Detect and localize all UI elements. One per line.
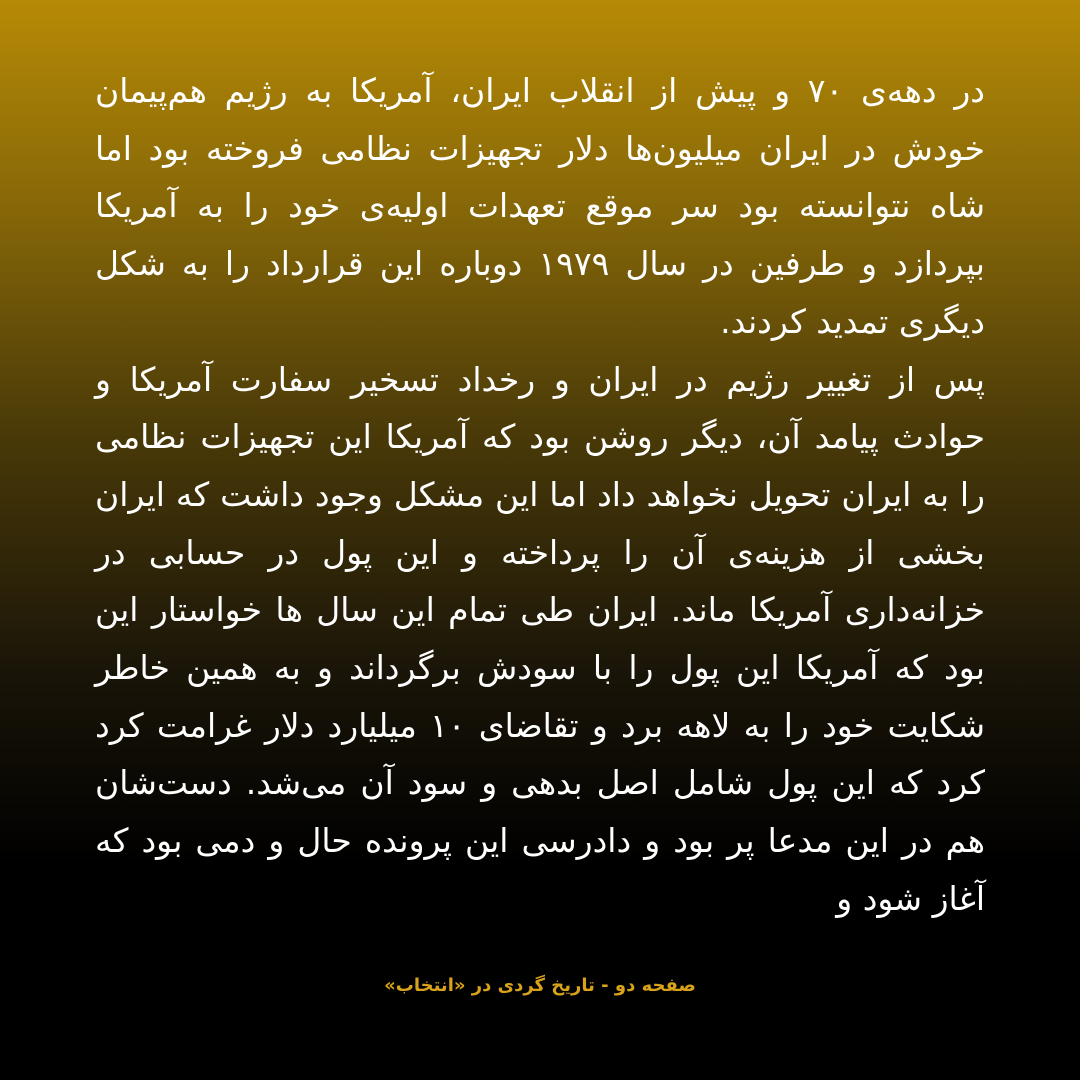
paragraph-1: در دهه‌ی ۷۰ و پیش از انقلاب ایران، آمریکا به رژیم هم‌پیمان خودش در ایران میلیون‌ها دلار تجهیزات نظامی فروخته بود اما شاه نتوانسته بود سر موقع تعهدات اولیه‌ی خود را به آمریکا بپردازد و طرفین در سال ۱۹۷۹ دوباره این قرارداد را به شکل دیگری تمدید کردند. xyxy=(95,71,985,341)
paragraph-2: پس از تغییر رژیم در ایران و رخداد تسخیر سفارت آمریکا و حوادث پیامد آن، دیگر روشن بود که آمریکا این تجهیزات نظامی را به ایران تحویل نخواهد داد اما این مشکل وجود داشت که ایران بخشی از هزینه‌ی آن را پرداخته و این پول در حسابی در خزانه‌داری آمریکا ماند. ایران طی تمام این سال ها خواستار این بود که آمریکا این پول را با سودش برگرداند و به همین خاطر شکایت خود را به لاهه برد و تقاضای ۱۰ میلیارد دلار غرامت کرد کرد که این پول شامل اصل بدهی و سود آن می‌شد. دست‌شان هم در این مدعا پر بود و دادرسی این پرونده حال و دمی بود که آغاز شود و xyxy=(95,359,985,918)
page-footer: صفحه دو - تاریخ گردی در «انتخاب» xyxy=(384,975,696,996)
article-body xyxy=(95,62,985,928)
